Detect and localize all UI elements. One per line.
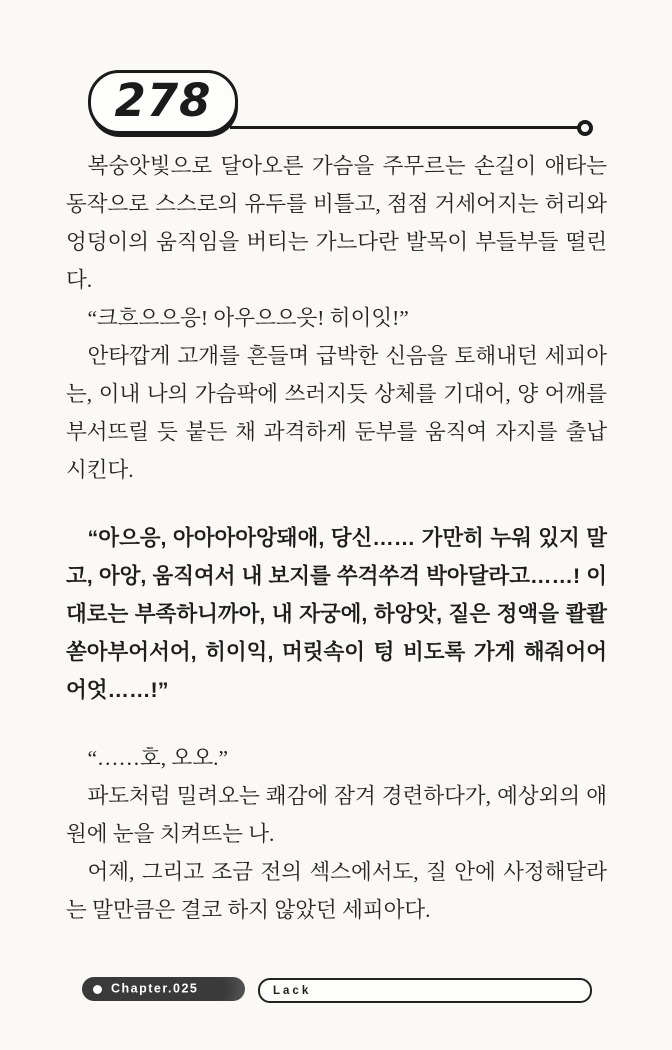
series-label: Lack [273,984,312,997]
paragraph: 복숭앗빛으로 달아오른 가슴을 주무르는 손길이 애타는 동작으로 스스로의 유두를 비틀고, 점점 거세어지는 허리와 엉덩이의 움직임을 버티는 가느다란 발목이 부들부들 떨린다. [66,154,607,292]
page-text-block [66,147,607,929]
footer-series-badge [258,978,592,1003]
chapter-dot-icon [93,985,102,994]
page-number-badge [88,70,238,134]
paragraph-dialogue-bold: “아으응, 아아아아앙돼애, 당신…… 가만히 누워 있지 말고, 아앙, 움직여서 내 보지를 쑤걱쑤걱 박아달라고……! 이대로는 부족하니까아, 내 자궁에, 하앙앗, 짙은 정액을 콸콸 쏟아부어서어, 히이익, 머릿속이 텅 비도록 가게 해줘어어어엇……!” [66,526,607,702]
paragraph-dialogue: “……호, 오오.” [87,746,229,770]
paragraph-dialogue: “크흐으으응! 아우으으읏! 히이잇!” [87,306,409,330]
header-connector-line [230,126,578,129]
chapter-label: Chapter.025 [111,981,199,996]
header-connector-ring-icon [577,120,593,136]
paragraph: 안타깝게 고개를 흔들며 급박한 신음을 토해내던 세피아는, 이내 나의 가슴팍에 쓰러지듯 상체를 기대어, 양 어깨를 부서뜨릴 듯 붙든 채 과격하게 둔부를 움직여 자지를 출납시킨다. [66,344,607,482]
paragraph: 파도처럼 밀려오는 쾌감에 잠겨 경련하다가, 예상외의 애원에 눈을 치켜뜨는 나. [66,784,607,846]
page-number: 278 [114,73,212,127]
paragraph: 어제, 그리고 조금 전의 섹스에서도, 질 안에 사정해달라는 말만큼은 결코 하지 않았던 세피아다. [66,860,607,922]
footer-chapter-badge [82,977,245,1001]
